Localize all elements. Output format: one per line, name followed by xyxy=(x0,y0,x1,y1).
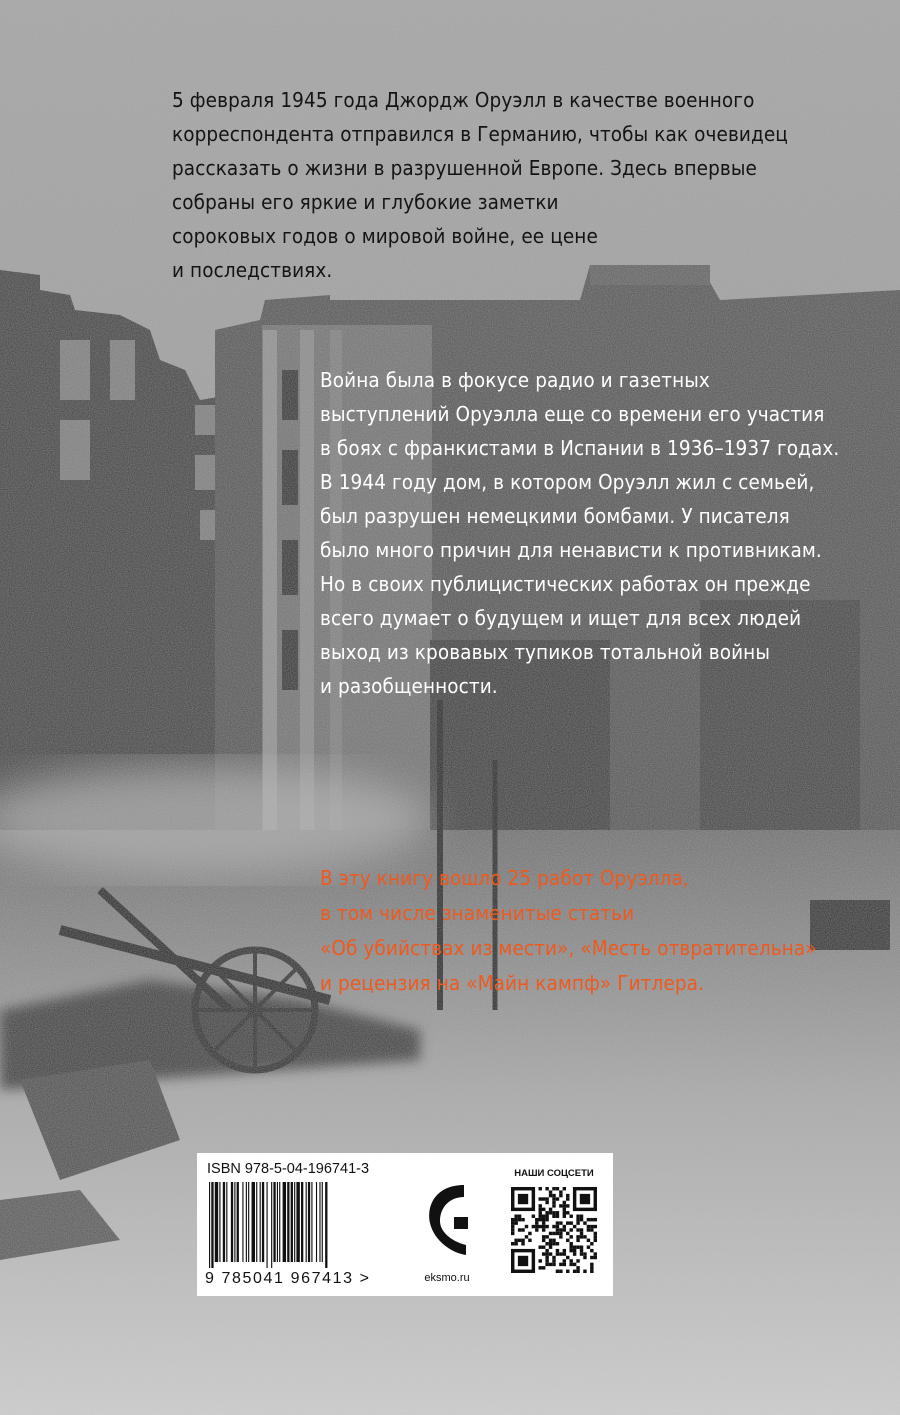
intro-paragraph: 5 февраля 1945 года Джордж Оруэлл в качестве военного корреспондента отправился в Германию, чтобы как очевидец рассказать о жизни в разрушенной Европе. Здесь впервые собраны его яркие и глубокие заметки сороковых годов о мировой войне, ее цене и последствиях. xyxy=(172,88,788,282)
barcode-digits: 9 785041 967413 > xyxy=(205,1270,371,1287)
isbn-label: ISBN 978-5-04-196741-3 xyxy=(207,1161,370,1177)
publisher-site: eksmo.ru xyxy=(424,1272,470,1284)
barcode-icon xyxy=(207,1182,382,1268)
qr-code-icon xyxy=(511,1187,597,1273)
body-paragraph: Война была в фокусе радио и газетных выступлений Оруэлла еще со времени его участия в боях с франкистами в Испании в 1936–1937 годах. В 1944 году дом, в котором Оруэлл жил с семьей, был разрушен немецкими бомбами. У писателя было много причин для ненависти к противникам. Но в своих публицистических работах он прежде всего думает о будущем и ищет для всех людей выход из кровавых тупиков тотальной войны и разобщенности. xyxy=(320,368,840,698)
highlight-paragraph: В эту книгу вошло 25 работ Оруэлла, в том числе знаменитые статьи «Об убийствах из мести», «Месть отвратительна» и рецензия на «Майн кампф» Гитлера. xyxy=(320,866,817,995)
eksmo-logo-icon xyxy=(424,1179,470,1265)
isbn-box xyxy=(197,1153,613,1296)
social-label: НАШИ СОЦСЕТИ xyxy=(514,1168,594,1179)
